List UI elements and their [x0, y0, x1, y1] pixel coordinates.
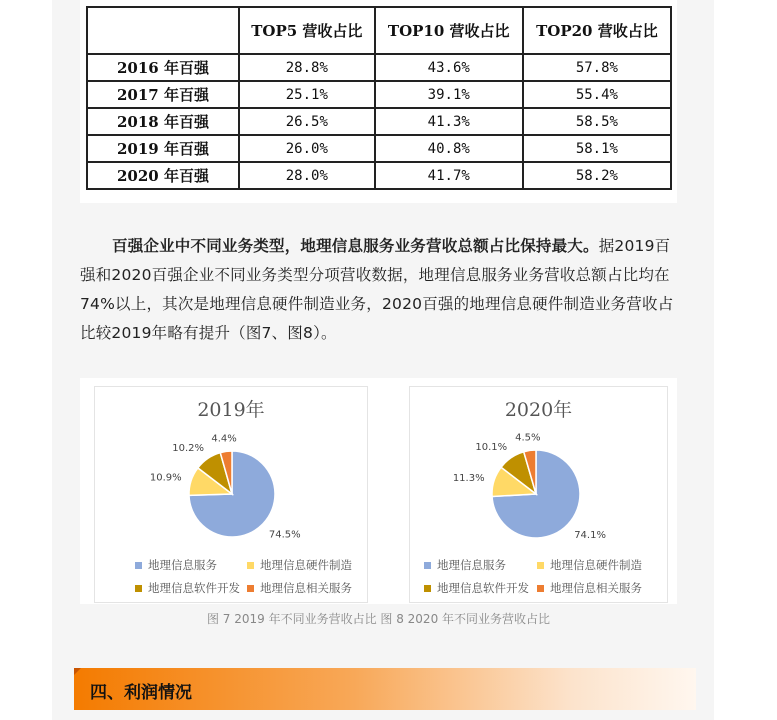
section-header: [74, 668, 696, 710]
table-cell: 55.4%: [523, 81, 671, 108]
legend-label: 地理信息服务: [148, 558, 217, 572]
pie-panel-2019: [94, 386, 368, 603]
legend-swatch: [537, 562, 544, 569]
table-cell: 25.1%: [239, 81, 375, 108]
legend-swatch: [424, 585, 431, 592]
table-cell: 39.1%: [375, 81, 523, 108]
revenue-share-table: [86, 6, 672, 190]
pie-panel-2020: [409, 386, 668, 603]
table-cell-year: 2016 年百强: [87, 54, 239, 81]
table-header-cell: TOP20 营收占比: [523, 7, 671, 54]
legend-item: [424, 557, 506, 573]
paragraph-body: 据2019百强和2020百强企业不同业务类型分项营收数据，地理信息服务业务营收总额占比均在74%以上，其次是地理信息硬件制造业务，2020百强的地理信息硬件制造业务营收占比较2019年略有提升（图7、图8）。: [80, 237, 674, 342]
legend-item: [537, 557, 642, 573]
table-row: [87, 135, 671, 162]
pie-chart-2019: [95, 387, 367, 547]
pie-data-label: 74.5%: [268, 529, 301, 541]
legend-label: 地理信息软件开发: [437, 581, 529, 595]
legend-label: 地理信息服务: [437, 558, 506, 572]
table-cell: 41.7%: [375, 162, 523, 189]
legend-swatch: [247, 585, 254, 592]
pie-data-label: 4.5%: [515, 432, 541, 444]
table-cell-year: 2019 年百强: [87, 135, 239, 162]
table-row: [87, 162, 671, 189]
table-cell-year: 2020 年百强: [87, 162, 239, 189]
legend-swatch: [424, 562, 431, 569]
table-cell: 26.5%: [239, 108, 375, 135]
table-cell: 41.3%: [375, 108, 523, 135]
pie-data-label: 10.2%: [172, 442, 204, 454]
table-cell: 58.5%: [523, 108, 671, 135]
legend-swatch: [247, 562, 254, 569]
pie-data-label: 11.3%: [452, 472, 485, 484]
table-row: [87, 54, 671, 81]
table-cell: 28.0%: [239, 162, 375, 189]
legend-swatch: [537, 585, 544, 592]
legend-label: 地理信息硬件制造: [550, 558, 642, 572]
body-paragraph: [80, 232, 680, 348]
legend-item: [537, 580, 642, 596]
legend-item: [247, 557, 352, 573]
figure-caption: 图 7 2019 年不同业务营收占比 图 8 2020 年不同业务营收占比: [206, 612, 551, 626]
legend-swatch: [135, 562, 142, 569]
pie-data-label: 10.9%: [149, 472, 182, 484]
legend-label: 地理信息相关服务: [260, 581, 352, 595]
ranking-table-image: [80, 0, 677, 203]
table-cell: 57.8%: [523, 54, 671, 81]
legend-item: [247, 580, 352, 596]
table-cell: 58.1%: [523, 135, 671, 162]
table-cell: 43.6%: [375, 54, 523, 81]
legend-item: [135, 557, 217, 573]
pie-title: 2020年: [504, 399, 573, 421]
table-cell: 40.8%: [375, 135, 523, 162]
pie-data-label: 74.1%: [574, 529, 606, 541]
table-cell: 58.2%: [523, 162, 671, 189]
legend-item: [424, 580, 529, 596]
table-row: [87, 81, 671, 108]
table-cell-year: 2017 年百强: [87, 81, 239, 108]
table-row: [87, 108, 671, 135]
section-title: 四、利润情况: [90, 683, 192, 703]
legend-label: 地理信息相关服务: [550, 581, 642, 595]
table-cell-year: 2018 年百强: [87, 108, 239, 135]
pie-data-label: 10.1%: [475, 442, 508, 454]
table-header-row: [87, 7, 671, 54]
legend-item: [135, 580, 240, 596]
legend-label: 地理信息硬件制造: [260, 558, 352, 572]
paragraph-lead: 百强企业中不同业务类型，地理信息服务业务营收总额占比保持最大。: [112, 237, 599, 255]
table-cell: 28.8%: [239, 54, 375, 81]
pie-figures: [80, 378, 677, 604]
pie-title: 2019年: [197, 399, 265, 421]
table-header-cell: [87, 7, 239, 54]
legend-swatch: [135, 585, 142, 592]
table-header-cell: TOP10 营收占比: [375, 7, 523, 54]
table-header-cell: TOP5 营收占比: [239, 7, 375, 54]
table-cell: 26.0%: [239, 135, 375, 162]
legend-label: 地理信息软件开发: [148, 581, 240, 595]
pie-data-label: 4.4%: [211, 433, 237, 445]
corner-mark: [74, 668, 81, 675]
pie-chart-2020: [410, 387, 667, 547]
